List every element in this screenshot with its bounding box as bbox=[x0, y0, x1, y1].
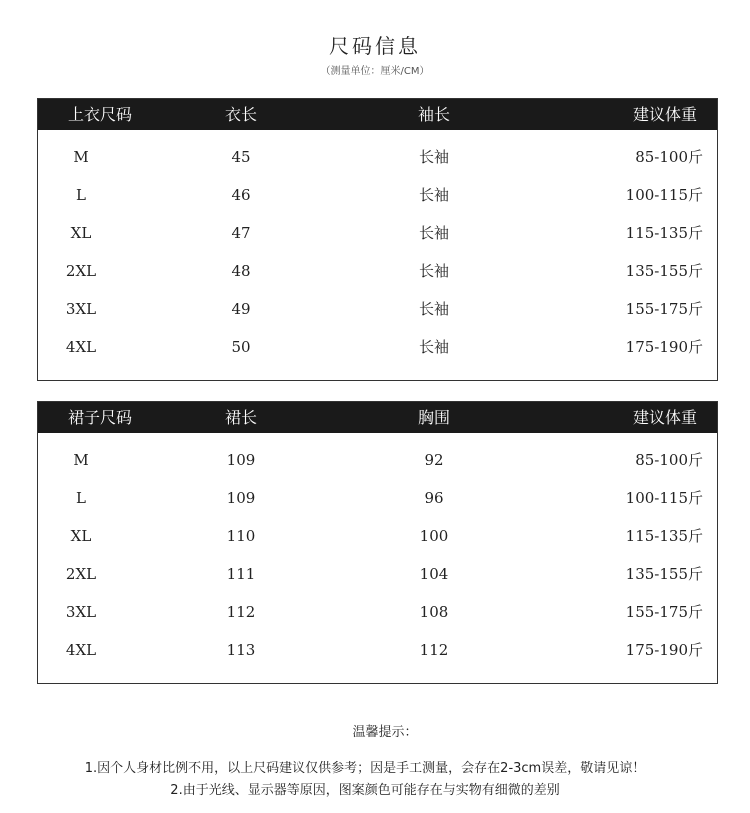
weight-cell: 175-190斤 bbox=[625, 641, 703, 659]
table-row: XL 110 100 115-135斤 bbox=[38, 517, 717, 555]
table-row: 2XL 111 104 135-155斤 bbox=[38, 555, 717, 593]
weight-cell: 85-100斤 bbox=[635, 148, 703, 166]
tip-line-color: 2.由于光线、显示器等原因，图案颜色可能存在与实物有细微的差别 bbox=[170, 783, 560, 798]
weight-cell: 135-155斤 bbox=[625, 262, 703, 280]
weight-cell: 100-115斤 bbox=[625, 186, 703, 204]
header-top-size: 上衣尺码 bbox=[68, 105, 133, 124]
tip-line-measurement: 1.因个人身材比例不用，以上尺码建议仅供参考；因是手工测量，会存在2-3cm误差，敬请见谅！ bbox=[84, 761, 646, 776]
weight-cell: 85-100斤 bbox=[635, 451, 703, 469]
weight-cell: 115-135斤 bbox=[625, 527, 703, 545]
weight-cell: 175-190斤 bbox=[625, 338, 703, 356]
table-row: M 109 92 85-100斤 bbox=[38, 441, 717, 479]
table-row: 4XL 50 长袖 175-190斤 bbox=[38, 328, 717, 366]
header-suggested-weight: 建议体重 bbox=[632, 408, 697, 427]
tips-title: 温馨提示： bbox=[352, 725, 418, 740]
table-row: XL 47 长袖 115-135斤 bbox=[38, 214, 717, 252]
table-row: 4XL 113 112 175-190斤 bbox=[38, 631, 717, 669]
weight-cell: 100-115斤 bbox=[625, 489, 703, 507]
header-skirt-size: 裙子尺码 bbox=[68, 408, 133, 427]
table-row: M 45 长袖 85-100斤 bbox=[38, 138, 717, 176]
top-table-body bbox=[38, 138, 717, 366]
weight-cell: 135-155斤 bbox=[625, 565, 703, 583]
page-title: 尺码信息 bbox=[329, 34, 421, 58]
skirt-size-table bbox=[37, 401, 718, 684]
weight-cell: 155-175斤 bbox=[625, 603, 703, 621]
skirt-table-body bbox=[38, 441, 717, 669]
table-row: L 109 96 100-115斤 bbox=[38, 479, 717, 517]
table-row: L 46 长袖 100-115斤 bbox=[38, 176, 717, 214]
header-suggested-weight: 建议体重 bbox=[632, 105, 697, 124]
table-row: 3XL 49 长袖 155-175斤 bbox=[38, 290, 717, 328]
skirt-table-header: 裙子尺码 裙长 胸围 建议体重 bbox=[38, 402, 717, 433]
measurement-unit-note: （测量单位：厘米/CM） bbox=[320, 66, 430, 77]
weight-cell: 115-135斤 bbox=[625, 224, 703, 242]
table-row: 2XL 48 长袖 135-155斤 bbox=[38, 252, 717, 290]
top-size-table bbox=[37, 98, 718, 381]
weight-cell: 155-175斤 bbox=[625, 300, 703, 318]
top-table-header: 上衣尺码 衣长 袖长 建议体重 bbox=[38, 99, 717, 130]
table-row: 3XL 112 108 155-175斤 bbox=[38, 593, 717, 631]
